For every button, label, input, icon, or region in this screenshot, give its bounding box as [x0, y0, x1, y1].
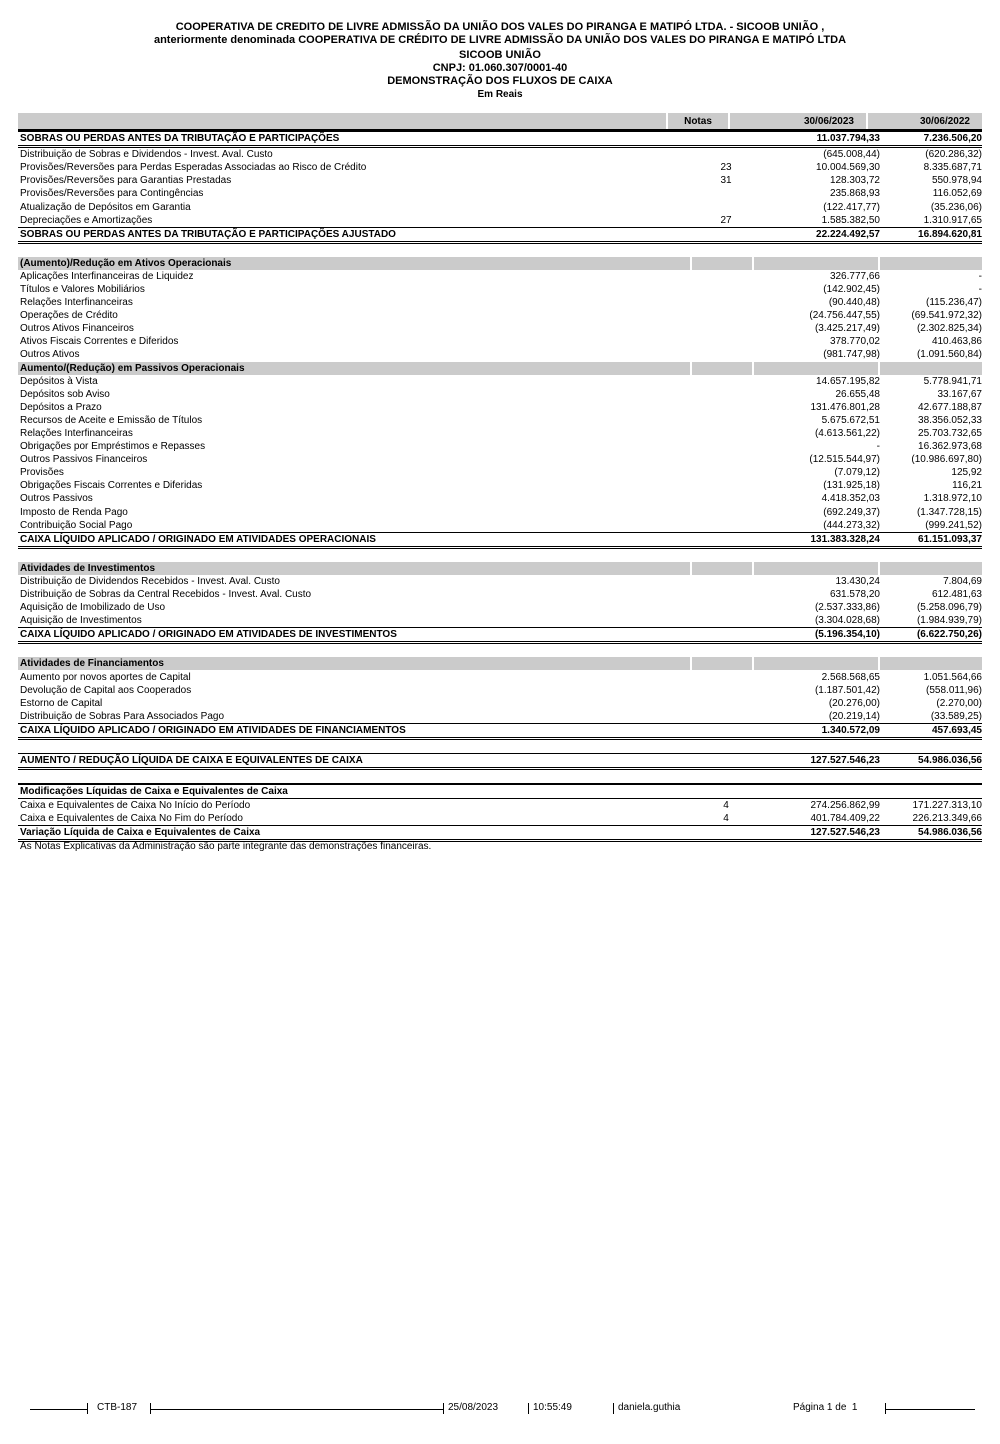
- value-2023: 274.256.862,99: [810, 800, 880, 812]
- value-2022: 226.213.349,66: [912, 813, 982, 825]
- value-2023: (90.440,48): [828, 297, 880, 309]
- row-label: Outros Ativos Financeiros: [20, 323, 134, 335]
- footer-rule-left: [30, 1409, 87, 1410]
- table-row: [18, 401, 982, 414]
- subtotal-header-row: [18, 783, 982, 799]
- row-label: Modificações Líquidas de Caixa e Equivalentes de Caixa: [20, 786, 288, 798]
- value-2022: 7.804,69: [943, 575, 982, 587]
- value-2023: [754, 362, 878, 375]
- row-label: Outros Passivos: [20, 493, 93, 505]
- section-header-row: [18, 362, 982, 375]
- nota-cell: [696, 466, 756, 479]
- row-label: Relações Interfinanceiras: [20, 297, 133, 309]
- value-2023: [754, 657, 878, 670]
- value-2022: 16.894.620,81: [918, 228, 982, 240]
- footer-tick: [87, 1403, 88, 1414]
- table-row: [18, 427, 982, 440]
- nota-cell: [696, 309, 756, 322]
- value-2023: 22.224.492,57: [816, 228, 880, 240]
- nota-cell: [696, 785, 756, 798]
- value-2023: 1.340.572,09: [821, 724, 880, 736]
- nota-cell: [692, 657, 752, 670]
- value-2022: 16.362.973,68: [918, 441, 982, 453]
- value-2023: (20.219,14): [828, 710, 880, 722]
- value-2022: -: [978, 270, 982, 282]
- row-label: SOBRAS OU PERDAS ANTES DA TRIBUTAÇÃO E PARTICIPAÇÕES: [20, 133, 340, 145]
- row-label: Atualização de Depósitos em Garantia: [20, 201, 191, 213]
- value-2022: (6.622.750,26): [916, 629, 982, 641]
- row-label: Distribuição de Sobras Para Associados Pago: [20, 710, 225, 722]
- nota-cell: [696, 826, 756, 839]
- value-2022: 550.978,94: [931, 175, 982, 187]
- nota-cell: [696, 684, 756, 697]
- value-2023: (645.008,44): [823, 149, 880, 161]
- table-row: [18, 492, 982, 505]
- table-row: [18, 348, 982, 361]
- table-row: [18, 812, 982, 825]
- value-2022: 612.481,63: [931, 589, 982, 601]
- row-label: Operações de Crédito: [20, 310, 118, 322]
- value-2023: 2.568.568,65: [821, 671, 880, 683]
- value-2022: -: [978, 283, 982, 295]
- value-2023: (3.425.217,49): [814, 323, 880, 335]
- value-2022: 54.986.036,56: [918, 754, 982, 766]
- footer-rule-middle: [151, 1409, 443, 1410]
- total-row: [18, 753, 982, 770]
- row-label: Caixa e Equivalentes de Caixa No Fim do Período: [20, 813, 243, 825]
- value-2023: (4.613.561,22): [814, 428, 880, 440]
- value-2023: 10.004.569,30: [816, 162, 880, 174]
- nota-cell: [696, 440, 756, 453]
- value-2022: (2.302.825,34): [916, 323, 982, 335]
- nota-cell: [696, 628, 756, 641]
- value-2023: 4.418.352,03: [821, 493, 880, 505]
- table-row: [18, 440, 982, 453]
- footer-tick: [528, 1403, 529, 1414]
- nota-cell: [692, 362, 752, 375]
- row-label: CAIXA LÍQUIDO APLICADO / ORIGINADO EM ATIVIDADES DE FINANCIAMENTOS: [20, 724, 406, 736]
- nota-cell: [692, 257, 752, 270]
- row-label: Aumento/(Redução) em Passivos Operacionais: [18, 362, 690, 375]
- value-2023: [754, 257, 878, 270]
- value-2022: (115.236,47): [926, 297, 982, 309]
- table-row: [18, 309, 982, 322]
- row-label: Depósitos sob Aviso: [20, 388, 110, 400]
- nota-cell: [696, 335, 756, 348]
- nota-cell: 31: [720, 175, 732, 187]
- nota-cell: 27: [720, 214, 732, 226]
- nota-cell: [696, 506, 756, 519]
- row-label: Provisões: [20, 467, 64, 479]
- value-2023: [754, 562, 878, 575]
- row-label: Contribuição Social Pago: [20, 519, 133, 531]
- row-label: CAIXA LÍQUIDO APLICADO / ORIGINADO EM ATIVIDADES OPERACIONAIS: [20, 533, 376, 545]
- nota-cell: [696, 283, 756, 296]
- section-header-row: [18, 562, 982, 575]
- value-2022: 25.703.732,65: [918, 428, 982, 440]
- nota-cell: [696, 296, 756, 309]
- value-2022: 33.167,67: [937, 388, 982, 400]
- value-2022: [880, 257, 982, 270]
- total-row: [18, 723, 982, 740]
- nota-cell: 4: [723, 813, 729, 825]
- value-2022: 54.986.036,56: [918, 827, 982, 839]
- section-header-row: [18, 657, 982, 670]
- row-label: Aquisição de Investimentos: [20, 615, 142, 627]
- spacer-row: [18, 644, 982, 657]
- value-2022: (1.347.728,15): [916, 506, 982, 518]
- value-2022: (35.236,06): [930, 201, 982, 213]
- total-row: [18, 532, 982, 549]
- value-2023: (20.276,00): [828, 697, 880, 709]
- value-2023: (5.196.354,10): [814, 629, 880, 641]
- table-row: [18, 466, 982, 479]
- value-2023: (12.515.544,97): [809, 454, 880, 466]
- footer-tick: [613, 1403, 614, 1414]
- row-label: Recursos de Aceite e Emissão de Títulos: [20, 414, 203, 426]
- value-2022: 116.052,69: [932, 188, 982, 200]
- table-row: [18, 388, 982, 401]
- nota-cell: [696, 754, 756, 767]
- table-row: [18, 575, 982, 588]
- nota-cell: [696, 710, 756, 723]
- table-row: [18, 161, 982, 174]
- spacer-row: [18, 740, 982, 753]
- row-label: Distribuição de Sobras da Central Recebidos - Invest. Aval. Custo: [20, 589, 312, 601]
- notes-line: As Notas Explicativas da Administração são parte integrante das demonstrações financeiras.: [20, 841, 432, 852]
- document-header: [0, 21, 1000, 101]
- nota-cell: [696, 348, 756, 361]
- value-2022: (2.270,00): [936, 697, 982, 709]
- nota-cell: [696, 187, 756, 200]
- table-row: [18, 283, 982, 296]
- value-2022: 1.318.972,10: [923, 493, 982, 505]
- nota-cell: [696, 724, 756, 737]
- table-row: [18, 799, 982, 812]
- nota-cell: [696, 492, 756, 505]
- value-2023: 127.527.546,23: [810, 754, 880, 766]
- value-2023: (122.417,77): [823, 201, 880, 213]
- table-row: [18, 322, 982, 335]
- value-2022: (999.241,52): [925, 519, 982, 531]
- value-2022: (620.286,32): [925, 149, 982, 161]
- row-label: Atividades de Investimentos: [18, 562, 690, 575]
- value-2023: (24.756.447,55): [809, 310, 880, 322]
- value-2022: 1.051.564,66: [923, 671, 982, 683]
- value-2022: (10.986.697,80): [911, 454, 982, 466]
- value-2023: 326.777,66: [829, 270, 880, 282]
- table-row: [18, 214, 982, 227]
- nota-cell: [696, 519, 756, 532]
- nota-cell: [696, 614, 756, 627]
- nota-cell: [696, 414, 756, 427]
- value-2023: (7.079,12): [834, 467, 880, 479]
- table-row: [18, 296, 982, 309]
- company-short-name: SICOOB UNIÃO: [459, 49, 541, 61]
- total-row: [18, 131, 982, 148]
- value-2022: [880, 657, 982, 670]
- value-2022: [880, 562, 982, 575]
- nota-cell: [696, 388, 756, 401]
- row-label: SOBRAS OU PERDAS ANTES DA TRIBUTAÇÃO E PARTICIPAÇÕES AJUSTADO: [20, 228, 396, 240]
- row-label: CAIXA LÍQUIDO APLICADO / ORIGINADO EM ATIVIDADES DE INVESTIMENTOS: [20, 629, 397, 641]
- table-row: [18, 684, 982, 697]
- currency-label: Em Reais: [477, 89, 523, 100]
- row-label: Aumento por novos aportes de Capital: [20, 671, 191, 683]
- section-header-row: [18, 257, 982, 270]
- nota-cell: [696, 228, 756, 241]
- footer-time: 10:55:49: [533, 1402, 572, 1413]
- nota-cell: [696, 132, 756, 145]
- row-label: Provisões/Reversões para Garantias Prestadas: [20, 175, 232, 187]
- row-label: Imposto de Renda Pago: [20, 506, 128, 518]
- row-label: Relações Interfinanceiras: [20, 428, 133, 440]
- footer-page-number: Página 1 de 1: [793, 1402, 858, 1413]
- value-2023: (131.925,18): [823, 480, 880, 492]
- value-2022: (1.984.939,79): [916, 615, 982, 627]
- row-label: Outros Passivos Financeiros: [20, 454, 148, 466]
- value-2022: 125,92: [951, 467, 982, 479]
- row-label: Títulos e Valores Mobiliários: [20, 283, 145, 295]
- value-2022: 171.227.313,10: [912, 800, 982, 812]
- value-2023: 26.655,48: [835, 388, 880, 400]
- value-2023: (981.747,98): [823, 349, 880, 361]
- value-2022: 38.356.052,33: [918, 414, 982, 426]
- nota-cell: [696, 575, 756, 588]
- nota-cell: [696, 479, 756, 492]
- value-2023: 128.303,72: [829, 175, 880, 187]
- value-2022: 116,21: [952, 480, 982, 492]
- row-label: (Aumento)/Redução em Ativos Operacionais: [18, 257, 690, 270]
- value-2023: 127.527.546,23: [810, 827, 880, 839]
- row-label: Provisões/Reversões para Perdas Esperadas Associadas ao Risco de Crédito: [20, 162, 367, 174]
- value-2022: (1.091.560,84): [916, 349, 982, 361]
- nota-cell: [696, 533, 756, 546]
- value-2023: (2.537.333,86): [814, 602, 880, 614]
- company-name-line2: anteriormente denominada COOPERATIVA DE CRÉDITO DE LIVRE ADMISSÃO DA UNIÃO DOS VALES DO PIRANGA E MATIPÓ LTDA: [153, 34, 847, 46]
- value-2023: 378.770,02: [829, 336, 880, 348]
- value-2022: 8.335.687,71: [923, 162, 982, 174]
- table-row: [18, 174, 982, 187]
- footer-report-code: CTB-187: [97, 1402, 138, 1413]
- row-label: [18, 113, 666, 129]
- row-label: Depósitos a Prazo: [20, 401, 102, 413]
- value-2023: 235.868,93: [829, 188, 880, 200]
- nota-cell: 23: [720, 162, 732, 174]
- nota-cell: [696, 200, 756, 213]
- nota-cell: [696, 588, 756, 601]
- footer-tick: [443, 1403, 444, 1414]
- value-2022: 5.778.941,71: [923, 375, 982, 387]
- nota-cell: [696, 375, 756, 388]
- nota-cell: [696, 427, 756, 440]
- value-2023: -: [876, 441, 880, 453]
- total-row: [18, 227, 982, 244]
- total-row: [18, 825, 982, 842]
- value-2022: 410.463,86: [931, 336, 982, 348]
- value-2023: (692.249,37): [823, 506, 880, 518]
- value-2023: (444.273,32): [823, 519, 880, 531]
- table-row: [18, 670, 982, 683]
- value-2023: 631.578,20: [829, 589, 880, 601]
- value-2023: 30/06/2023: [730, 113, 866, 129]
- row-label: Provisões/Reversões para Contingências: [20, 188, 204, 200]
- table-row: [18, 270, 982, 283]
- value-2022: (69.541.972,32): [911, 310, 982, 322]
- value-2023: 13.430,24: [835, 575, 880, 587]
- company-cnpj: CNPJ: 01.060.307/0001-40: [432, 62, 568, 74]
- row-label: Obrigações Fiscais Correntes e Diferidas: [20, 480, 203, 492]
- table-row: [18, 519, 982, 532]
- value-2022: 457.693,45: [931, 724, 982, 736]
- footer-rule-right: [886, 1409, 975, 1410]
- row-label: Devolução de Capital aos Cooperados: [20, 684, 192, 696]
- table-row: [18, 335, 982, 348]
- table-row: [18, 200, 982, 213]
- value-2022: 7.236.506,20: [923, 133, 982, 145]
- row-label: Ativos Fiscais Correntes e Diferidos: [20, 336, 179, 348]
- value-2022: 1.310.917,65: [923, 214, 982, 226]
- table-row: [18, 453, 982, 466]
- value-2022: 61.151.093,37: [918, 533, 982, 545]
- row-label: Distribuição de Sobras e Dividendos - Invest. Aval. Custo: [20, 149, 273, 161]
- table-row: [18, 506, 982, 519]
- row-label: Depreciações e Amortizações: [20, 214, 153, 226]
- value-2023: 131.476.801,28: [810, 401, 880, 413]
- row-label: Aquisição de Imobilizado de Uso: [20, 602, 166, 614]
- nota-cell: [696, 670, 756, 683]
- total-row: [18, 627, 982, 644]
- table-row: [18, 710, 982, 723]
- footer-user: daniela.guthia: [618, 1402, 681, 1413]
- column-header-row: [18, 113, 982, 131]
- table-row: [18, 614, 982, 627]
- nota-cell: 4: [723, 800, 729, 812]
- statement-title: DEMONSTRAÇÃO DOS FLUXOS DE CAIXA: [387, 75, 613, 87]
- nota-cell: [696, 601, 756, 614]
- row-label: Obrigações por Empréstimos e Repasses: [20, 441, 206, 453]
- spacer-row: [18, 244, 982, 257]
- table-row: [18, 479, 982, 492]
- cash-flow-table: [18, 113, 982, 842]
- value-2022: 42.677.188,87: [918, 401, 982, 413]
- row-label: Distribuição de Dividendos Recebidos - Invest. Aval. Custo: [20, 575, 280, 587]
- value-2022: (33.589,25): [930, 710, 982, 722]
- table-row: [18, 697, 982, 710]
- value-2022: 30/06/2022: [868, 113, 982, 129]
- nota-cell: [696, 148, 756, 161]
- value-2023: 1.585.382,50: [821, 214, 880, 226]
- row-label: Outros Ativos: [20, 349, 80, 361]
- table-row: [18, 601, 982, 614]
- spacer-row: [18, 770, 982, 783]
- nota-cell: [692, 562, 752, 575]
- company-name-line1: COOPERATIVA DE CREDITO DE LIVRE ADMISSÃO DA UNIÃO DOS VALES DO PIRANGA E MATIPÓ LTDA. - SICOOB UNIÃO ,: [175, 21, 825, 33]
- value-2023: 14.657.195,82: [816, 375, 880, 387]
- value-2022: [880, 362, 982, 375]
- nota-cell: [696, 697, 756, 710]
- nota-cell: [696, 401, 756, 414]
- table-row: [18, 375, 982, 388]
- value-2022: [880, 785, 982, 798]
- row-label: Caixa e Equivalentes de Caixa No Início do Período: [20, 800, 251, 812]
- value-2022: (5.258.096,79): [916, 602, 982, 614]
- value-2023: [756, 785, 880, 798]
- value-2023: 401.784.409,22: [810, 813, 880, 825]
- nota-cell: [696, 322, 756, 335]
- table-row: [18, 148, 982, 161]
- row-label: Atividades de Financiamentos: [18, 657, 690, 670]
- table-row: [18, 588, 982, 601]
- value-2023: 11.037.794,33: [816, 133, 880, 145]
- row-label: Depósitos à Vista: [20, 375, 98, 387]
- row-label: Estorno de Capital: [20, 697, 103, 709]
- value-2023: (1.187.501,42): [814, 684, 880, 696]
- value-2023: (142.902,45): [823, 283, 880, 295]
- footer-date: 25/08/2023: [448, 1402, 499, 1413]
- table-row: [18, 414, 982, 427]
- value-2023: (3.304.028,68): [814, 615, 880, 627]
- row-label: Aplicações Interfinanceiras de Liquidez: [20, 270, 194, 282]
- spacer-row: [18, 549, 982, 562]
- value-2022: (558.011,96): [926, 684, 982, 696]
- nota-cell: [696, 453, 756, 466]
- table-row: [18, 187, 982, 200]
- row-label: Variação Líquida de Caixa e Equivalentes de Caixa: [20, 827, 261, 839]
- nota-cell: Notas: [668, 113, 728, 129]
- row-label: AUMENTO / REDUÇÃO LÍQUIDA DE CAIXA E EQUIVALENTES DE CAIXA: [20, 754, 363, 766]
- value-2023: 5.675.672,51: [821, 414, 880, 426]
- nota-cell: [696, 270, 756, 283]
- value-2023: 131.383.328,24: [810, 533, 880, 545]
